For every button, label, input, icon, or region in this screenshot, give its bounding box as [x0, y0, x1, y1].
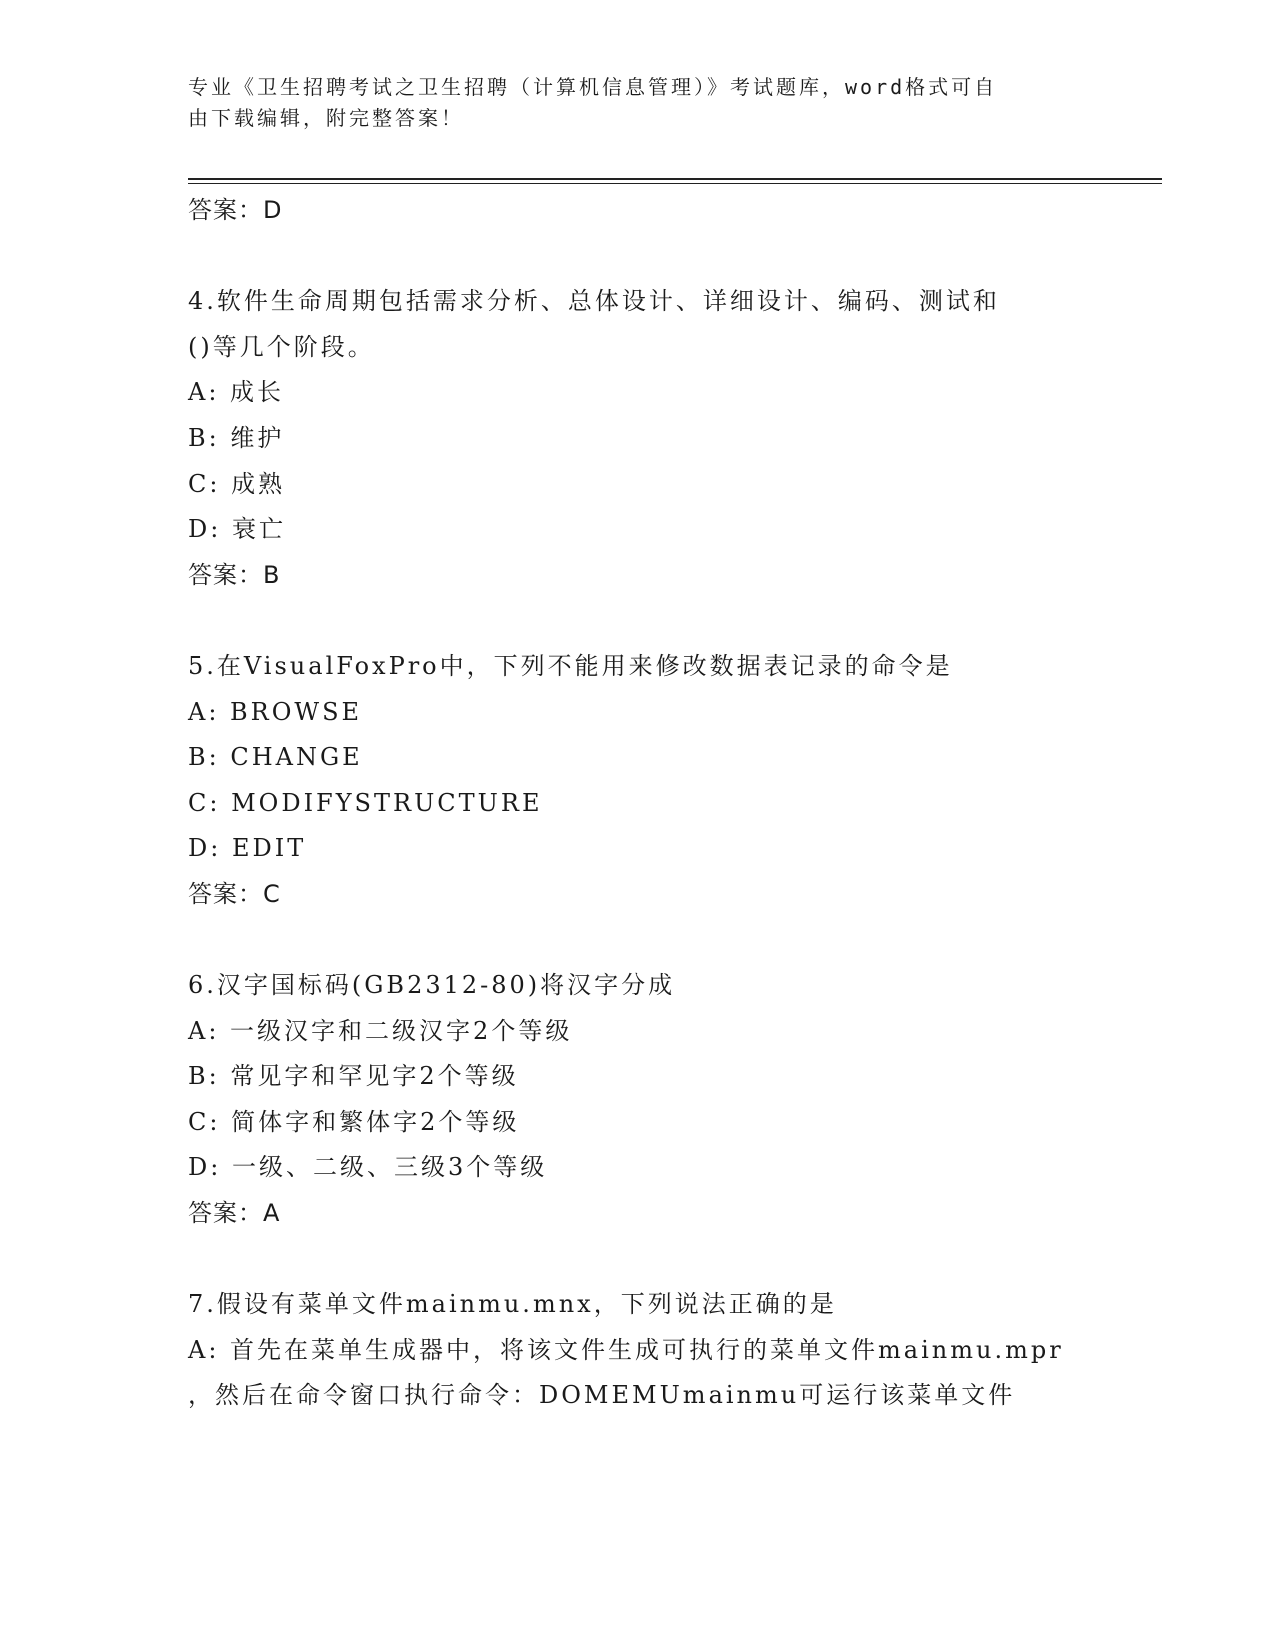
question-stem: 6.汉字国标码(GB2312-80)将汉字分成 [188, 971, 676, 1000]
answer-q5: 答案：C [188, 879, 281, 908]
question-list [188, 188, 1158, 1419]
question-4 [188, 279, 1158, 598]
option-d: D: EDIT [188, 834, 307, 863]
option-d: D: 一级、二级、三级3个等级 [188, 1153, 548, 1182]
option-b: B: 维护 [188, 423, 285, 452]
answer-q6: 答案：A [188, 1199, 281, 1228]
answer-q4: 答案：B [188, 560, 281, 589]
question-5 [188, 644, 1158, 918]
option-a: A: BROWSE [188, 697, 363, 726]
document-header [188, 72, 1088, 134]
option-c: C: 成熟 [188, 469, 286, 498]
header-line-2: 由下载编辑，附完整答案！ [188, 106, 464, 130]
option-a: A: 成长 [188, 378, 285, 407]
option-b: B: 常见字和罕见字2个等级 [188, 1062, 519, 1091]
answer-q3: 答案：D [188, 196, 283, 224]
option-a: A: 一级汉字和二级汉字2个等级 [188, 1016, 573, 1045]
option-a: A: 首先在菜单生成器中，将该文件生成可执行的菜单文件mainmu.mpr [188, 1335, 1064, 1364]
question-stem: 7.假设有菜单文件mainmu.mnx，下列说法正确的是 [188, 1290, 837, 1319]
header-divider-thin [188, 183, 1162, 184]
option-a-continued: ，然后在命令窗口执行命令：DOMEMUmainmu可运行该菜单文件 [188, 1381, 1016, 1410]
question-stem-continued: ()等几个阶段。 [188, 332, 375, 361]
option-b: B: CHANGE [188, 743, 363, 772]
header-divider [188, 178, 1162, 180]
question-stem: 5.在VisualFoxPro中，下列不能用来修改数据表记录的命令是 [188, 651, 953, 680]
question-6 [188, 963, 1158, 1237]
option-d: D: 衰亡 [188, 515, 286, 544]
question-stem: 4.软件生命周期包括需求分析、总体设计、详细设计、编码、测试和 [188, 287, 1000, 316]
option-c: C: 简体字和繁体字2个等级 [188, 1107, 520, 1136]
question-7 [188, 1282, 1158, 1419]
option-c: C: MODIFYSTRUCTURE [188, 788, 543, 817]
header-line-1: 专业《卫生招聘考试之卫生招聘（计算机信息管理）》考试题库，word格式可自 [188, 75, 998, 99]
